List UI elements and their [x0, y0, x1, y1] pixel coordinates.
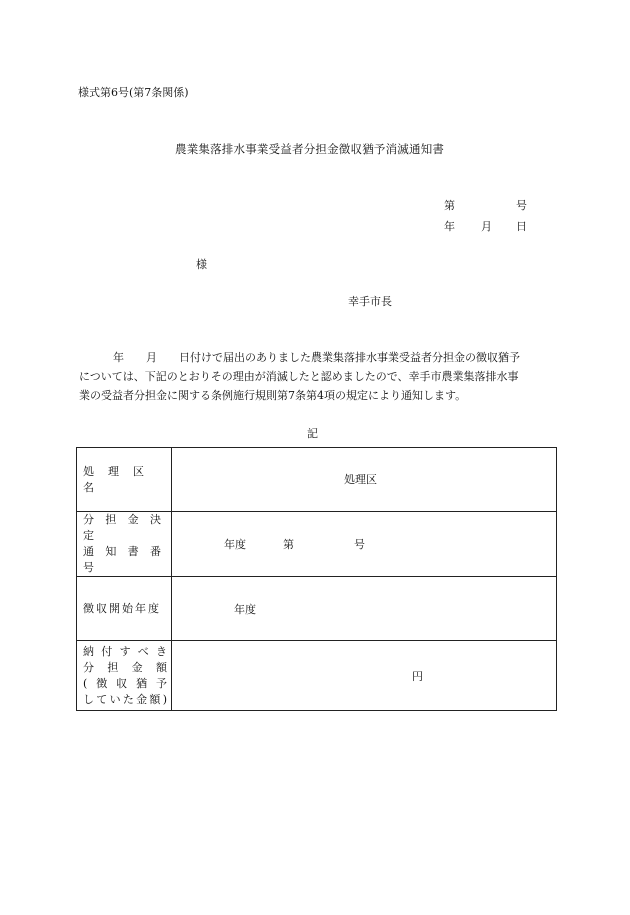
body-year-label: 年	[113, 351, 124, 364]
date-month-label: 月	[481, 220, 492, 233]
collection-start-year-label: 徴収開始年度	[83, 601, 161, 615]
ki-heading: 記	[307, 427, 318, 440]
collection-start-year-suffix: 年度	[234, 603, 256, 616]
table-label-cell	[77, 577, 172, 641]
notice-number-label	[77, 512, 171, 576]
payable-amount-field[interactable]	[172, 641, 557, 711]
payable-amount-label-line-3: (徴収猶予	[83, 676, 167, 690]
body-line-1-text: 日付けで届出のありました農業集落排水事業受益者分担金の徴収猶予	[179, 351, 520, 364]
addressee-honorific: 様	[196, 258, 207, 271]
table-label-cell	[77, 512, 172, 577]
body-line-2: については、下記のとおりその理由が消滅したと認めましたので、幸手市農業集落排水事	[79, 370, 519, 383]
document-title: 農業集落排水事業受益者分担金徴収猶予消滅通知書	[175, 142, 445, 156]
details-table	[76, 447, 557, 711]
table-row	[77, 641, 557, 711]
processing-district-field[interactable]	[172, 448, 557, 512]
notice-number-field[interactable]	[172, 512, 557, 577]
notice-year-suffix: 年度	[224, 538, 246, 551]
notice-number-suffix: 号	[354, 538, 365, 551]
form-number: 様式第6号(第7条関係)	[78, 86, 189, 99]
payable-amount-label	[77, 644, 171, 708]
payable-amount-label-line-2: 分担金額	[83, 660, 167, 674]
body-month-label: 月	[146, 351, 157, 364]
document-number-suffix: 号	[516, 199, 527, 212]
notice-number-prefix: 第	[283, 538, 294, 551]
processing-district-label: 処理区名	[83, 464, 158, 494]
table-label-cell	[77, 448, 172, 512]
document-number-label: 第	[444, 199, 455, 212]
table-row	[77, 577, 557, 641]
sender-name: 幸手市長	[348, 295, 392, 308]
payable-amount-label-line-1: 納付すべき	[83, 644, 167, 658]
notice-number-label-line-2: 通知書番号	[83, 545, 167, 574]
table-label-cell	[77, 641, 172, 711]
body-line-1	[79, 349, 557, 365]
table-row	[77, 512, 557, 577]
date-day-label: 日	[516, 220, 527, 233]
table-row	[77, 448, 557, 512]
payable-amount-yen-suffix: 円	[412, 670, 423, 683]
notice-number-label-line-1: 分担金決定	[83, 513, 167, 542]
body-line-3: 業の受益者分担金に関する条例施行規則第7条第4項の規定により通知します。	[79, 389, 467, 402]
processing-district-suffix: 処理区	[344, 473, 377, 486]
collection-start-year-field[interactable]	[172, 577, 557, 641]
date-year-label: 年	[444, 220, 455, 233]
payable-amount-label-line-4: していた金額)	[83, 692, 167, 706]
